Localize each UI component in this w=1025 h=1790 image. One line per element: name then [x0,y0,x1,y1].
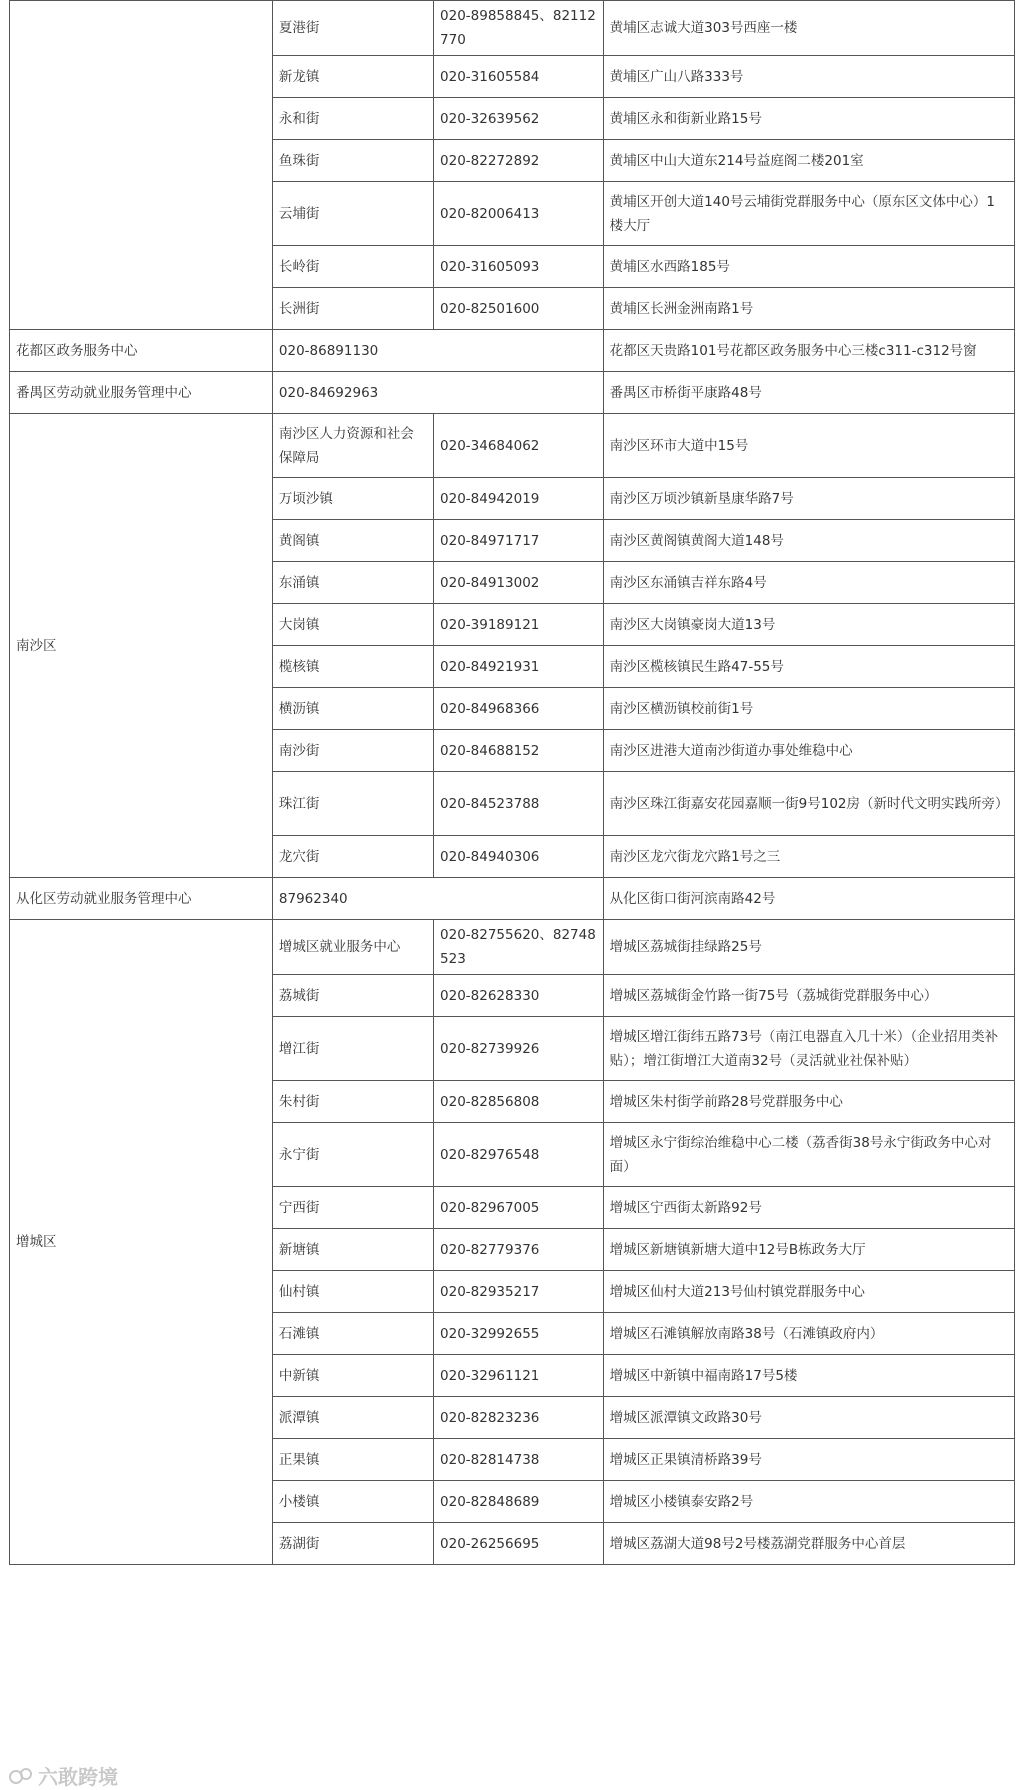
subdistrict-name: 长洲街 [272,288,433,330]
address: 增城区中新镇中福南路17号5楼 [603,1355,1014,1397]
address: 增城区派潭镇文政路30号 [603,1397,1014,1439]
subdistrict-name: 鱼珠街 [272,140,433,182]
district-cell-continued [10,1,273,330]
subdistrict-name: 派潭镇 [272,1397,433,1439]
phone-number: 020-82848689 [434,1481,604,1523]
phone-number: 020-82856808 [434,1081,604,1123]
district-name: 番禺区劳动就业服务管理中心 [10,372,273,414]
subdistrict-name: 大岗镇 [272,604,433,646]
address: 黄埔区水西路185号 [603,246,1014,288]
district-name: 从化区劳动就业服务管理中心 [10,878,273,920]
phone-number: 020-82779376 [434,1229,604,1271]
phone-number: 020-84968366 [434,688,604,730]
phone-number: 020-26256695 [434,1523,604,1565]
address: 增城区荔湖大道98号2号楼荔湖党群服务中心首层 [603,1523,1014,1565]
subdistrict-name: 夏港街 [272,1,433,56]
phone-number: 020-84692963 [272,372,603,414]
service-center-table [9,0,1015,1565]
address: 南沙区榄核镇民生路47-55号 [603,646,1014,688]
subdistrict-name: 朱村街 [272,1081,433,1123]
subdistrict-name: 珠江街 [272,772,433,836]
address: 南沙区万顷沙镇新垦康华路7号 [603,478,1014,520]
phone-number: 020-31605093 [434,246,604,288]
address: 增城区荔城街挂绿路25号 [603,920,1014,975]
phone-number: 020-84921931 [434,646,604,688]
address: 南沙区珠江街嘉安花园嘉顺一街9号102房（新时代文明实践所旁） [603,772,1014,836]
subdistrict-name: 南沙区人力资源和社会保障局 [272,414,433,478]
phone-number: 020-82628330 [434,975,604,1017]
district-name: 南沙区 [10,414,273,878]
phone-number: 020-84940306 [434,836,604,878]
subdistrict-name: 横沥镇 [272,688,433,730]
subdistrict-name: 小楼镇 [272,1481,433,1523]
phone-number: 020-86891130 [272,330,603,372]
watermark [8,1761,118,1790]
address: 黄埔区志诚大道303号西座一楼 [603,1,1014,56]
phone-number: 020-32961121 [434,1355,604,1397]
subdistrict-name: 云埔街 [272,182,433,246]
table-row [10,878,1015,920]
address: 南沙区横沥镇校前街1号 [603,688,1014,730]
district-name: 增城区 [10,920,273,1565]
address: 增城区朱村街学前路28号党群服务中心 [603,1081,1014,1123]
address: 南沙区东涌镇吉祥东路4号 [603,562,1014,604]
phone-number: 020-34684062 [434,414,604,478]
address: 增城区永宁街综治维稳中心二楼（荔香街38号永宁街政务中心对面） [603,1123,1014,1187]
subdistrict-name: 新龙镇 [272,56,433,98]
subdistrict-name: 长岭街 [272,246,433,288]
phone-number: 020-84688152 [434,730,604,772]
address: 增城区正果镇清桥路39号 [603,1439,1014,1481]
phone-number: 87962340 [272,878,603,920]
watermark-text: 六敢跨境 [38,1765,118,1789]
address: 黄埔区长洲金洲南路1号 [603,288,1014,330]
phone-number: 020-82006413 [434,182,604,246]
table-row [10,372,1015,414]
phone-number: 020-31605584 [434,56,604,98]
phone-number: 020-82967005 [434,1187,604,1229]
district-name: 花都区政务服务中心 [10,330,273,372]
phone-number: 020-82272892 [434,140,604,182]
phone-number: 020-84971717 [434,520,604,562]
subdistrict-name: 万顷沙镇 [272,478,433,520]
phone-number: 020-82501600 [434,288,604,330]
phone-number: 020-32992655 [434,1313,604,1355]
subdistrict-name: 新塘镇 [272,1229,433,1271]
subdistrict-name: 增江街 [272,1017,433,1081]
phone-number: 020-39189121 [434,604,604,646]
subdistrict-name: 仙村镇 [272,1271,433,1313]
phone-number: 020-89858845、82112770 [434,1,604,56]
address: 南沙区黄阁镇黄阁大道148号 [603,520,1014,562]
subdistrict-name: 永宁街 [272,1123,433,1187]
address: 黄埔区广山八路333号 [603,56,1014,98]
subdistrict-name: 永和街 [272,98,433,140]
address: 花都区天贵路101号花都区政务服务中心三楼c311-c312号窗 [603,330,1014,372]
address: 黄埔区中山大道东214号益庭阁二楼201室 [603,140,1014,182]
subdistrict-name: 石滩镇 [272,1313,433,1355]
table-row [10,1,1015,56]
phone-number: 020-82755620、82748523 [434,920,604,975]
subdistrict-name: 荔湖街 [272,1523,433,1565]
phone-number: 020-82976548 [434,1123,604,1187]
subdistrict-name: 榄核镇 [272,646,433,688]
watermark-logo-icon [8,1766,34,1786]
subdistrict-name: 荔城街 [272,975,433,1017]
address: 黄埔区永和街新业路15号 [603,98,1014,140]
subdistrict-name: 宁西街 [272,1187,433,1229]
phone-number: 020-32639562 [434,98,604,140]
address: 从化区街口街河滨南路42号 [603,878,1014,920]
address: 增城区新塘镇新塘大道中12号B栋政务大厅 [603,1229,1014,1271]
address: 增城区仙村大道213号仙村镇党群服务中心 [603,1271,1014,1313]
address: 南沙区龙穴街龙穴路1号之三 [603,836,1014,878]
table-row [10,330,1015,372]
subdistrict-name: 增城区就业服务中心 [272,920,433,975]
address: 南沙区进港大道南沙街道办事处维稳中心 [603,730,1014,772]
address: 增城区宁西街太新路92号 [603,1187,1014,1229]
phone-number: 020-82823236 [434,1397,604,1439]
phone-number: 020-82739926 [434,1017,604,1081]
phone-number: 020-84523788 [434,772,604,836]
subdistrict-name: 东涌镇 [272,562,433,604]
address: 南沙区大岗镇豪岗大道13号 [603,604,1014,646]
subdistrict-name: 黄阁镇 [272,520,433,562]
phone-number: 020-84913002 [434,562,604,604]
table-row [10,920,1015,975]
subdistrict-name: 正果镇 [272,1439,433,1481]
phone-number: 020-84942019 [434,478,604,520]
subdistrict-name: 中新镇 [272,1355,433,1397]
address: 南沙区环市大道中15号 [603,414,1014,478]
subdistrict-name: 龙穴街 [272,836,433,878]
address: 增城区荔城街金竹路一街75号（荔城街党群服务中心） [603,975,1014,1017]
phone-number: 020-82814738 [434,1439,604,1481]
address: 番禺区市桥街平康路48号 [603,372,1014,414]
address: 增城区小楼镇泰安路2号 [603,1481,1014,1523]
address: 黄埔区开创大道140号云埔街党群服务中心（原东区文体中心）1楼大厅 [603,182,1014,246]
phone-number: 020-82935217 [434,1271,604,1313]
subdistrict-name: 南沙街 [272,730,433,772]
table-row [10,414,1015,478]
address: 增城区增江街纬五路73号（南江电器直入几十米）（企业招用类补贴）；增江街增江大道南32号（灵活就业社保补贴） [603,1017,1014,1081]
address: 增城区石滩镇解放南路38号（石滩镇政府内） [603,1313,1014,1355]
